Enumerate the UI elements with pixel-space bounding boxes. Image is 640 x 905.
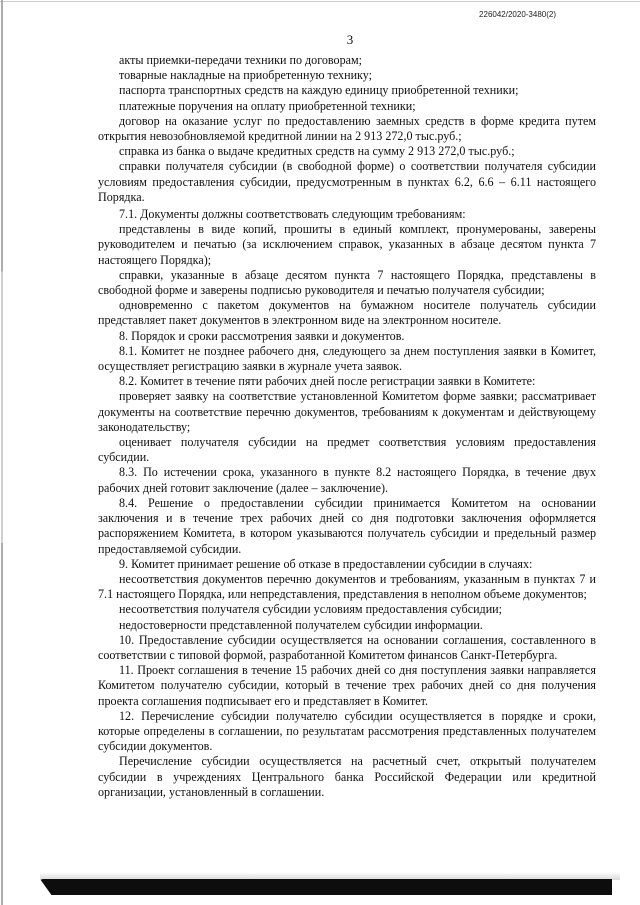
section-heading: 8. Порядок и сроки рассмотрения заявки и документов. [119, 328, 405, 343]
page-number: 3 [346, 32, 354, 47]
paragraph: несоответствия получателя субсидии условиям предоставления субсидии; [119, 602, 502, 617]
paragraph: платежные поручения на оплату приобретенной техники; [119, 98, 416, 113]
paragraph: справки, указанные в абзаце десятом пункта 7 настоящего Порядка, представлены в свободной форме и заверены подписью руководителя и печатью получателя субсидии; [98, 267, 596, 298]
paragraph: справка из банка о выдаче кредитных средств на сумму 2 913 272,0 тыс.руб.; [119, 144, 515, 159]
scan-shadow [40, 872, 620, 880]
scan-footer-bar [40, 879, 612, 895]
paragraph: проверяет заявку на соответствие установленной Комитетом форме заявки; рассматривает документы на соответствие перечню документов, требованиям к документам и действующему законодательству; [98, 389, 596, 434]
paragraph: 8.4. Решение о предоставлении субсидии принимается Комитетом на основании заключения и в течение трех рабочих дней со дня подготовки заключения оформляется распоряжением Комитета, в котором указываются получатель субсидии и предельный размер предоставляемой субсидии. [98, 495, 596, 556]
paragraph: несоответствия документов перечню документов и требованиям, указанным в пунктах 7 и 7.1 настоящего Порядка, или непредставления, представления в неполном объеме документов; [98, 571, 596, 602]
paragraph: 8.1. Комитет не позднее рабочего дня, следующего за днем поступления заявки в Комитет, осуществляет регистрацию заявки в журнале учета заявок. [98, 343, 596, 374]
scan-edge-top [0, 1, 640, 2]
paragraph: 12. Перечисление субсидии получателю субсидии осуществляется в порядке и сроки, которые определены в соглашении, по результатам рассмотрения представленных получателем субсидии документов. [98, 708, 596, 754]
paragraph: представлены в виде копий, прошиты в единый комплект, пронумерованы, заверены руководителем и печатью (за исключением справок, указанных в абзаце десятом пункта 7 настоящего Порядка); [98, 222, 596, 267]
scan-edge-left [1, 0, 3, 905]
paragraph: одновременно с пакетом документов на бумажном носителе получатель субсидии представляет пакет документов в электронном виде на электронном носителе. [98, 298, 596, 328]
paragraph: 11. Проект соглашения в течение 15 рабочих дней со дня поступления заявки направляется Комитетом получателю субсидии, который в течение трех рабочих дней со дня получения проекта соглашения подписывает его и представляет в Комитет. [98, 663, 596, 708]
paragraph: оценивает получателя субсидии на предмет соответствия условиям предоставления субсидии. [98, 435, 596, 465]
paragraph: 7.1. Документы должны соответствовать следующим требованиям: [119, 207, 466, 222]
paragraph: 9. Комитет принимает решение об отказе в предоставлении субсидии в случаях: [119, 556, 533, 571]
paragraph: Перечисление субсидии осуществляется на расчетный счет, открытый получателем субсидии в учреждениях Центрального банка Российской Федерации или кредитной организации, установленный в соглашении. [98, 754, 596, 799]
paragraph: 10. Предоставление субсидии осуществляется на основании соглашения, составленного в соответствии с типовой формой, разработанной Комитетом финансов Санкт-Петербурга. [98, 632, 596, 662]
paragraph: паспорта транспортных средств на каждую единицу приобретенной техники; [119, 83, 519, 98]
paragraph: недостоверности представленной получателем субсидии информации. [119, 617, 483, 632]
paragraph: справки получателя субсидии (в свободной форме) о соответствии получателя субсидии условиям предоставления субсидии, предусмотренным в пунктах 6.2, 6.6 – 6.11 настоящего Порядка. [98, 159, 596, 204]
paragraph: акты приемки-передачи техники по договорам; [119, 53, 363, 67]
document-id: 226042/2020-3480(2) [479, 10, 556, 19]
document-body [98, 53, 596, 800]
paragraph: 8.3. По истечении срока, указанного в пункте 8.2 настоящего Порядка, в течение двух рабочих дней готовит заключение (далее – заключение). [98, 465, 596, 495]
paragraph: договор на оказание услуг по предоставлению заемных средств в форме кредита путем открытия невозобновляемой кредитной линии на 2 913 272,0 тыс.руб.; [98, 113, 596, 144]
paragraph: 8.2. Комитет в течение пяти рабочих дней после регистрации заявки в Комитете: [119, 374, 536, 389]
paragraph: товарные накладные на приобретенную технику; [119, 68, 372, 83]
